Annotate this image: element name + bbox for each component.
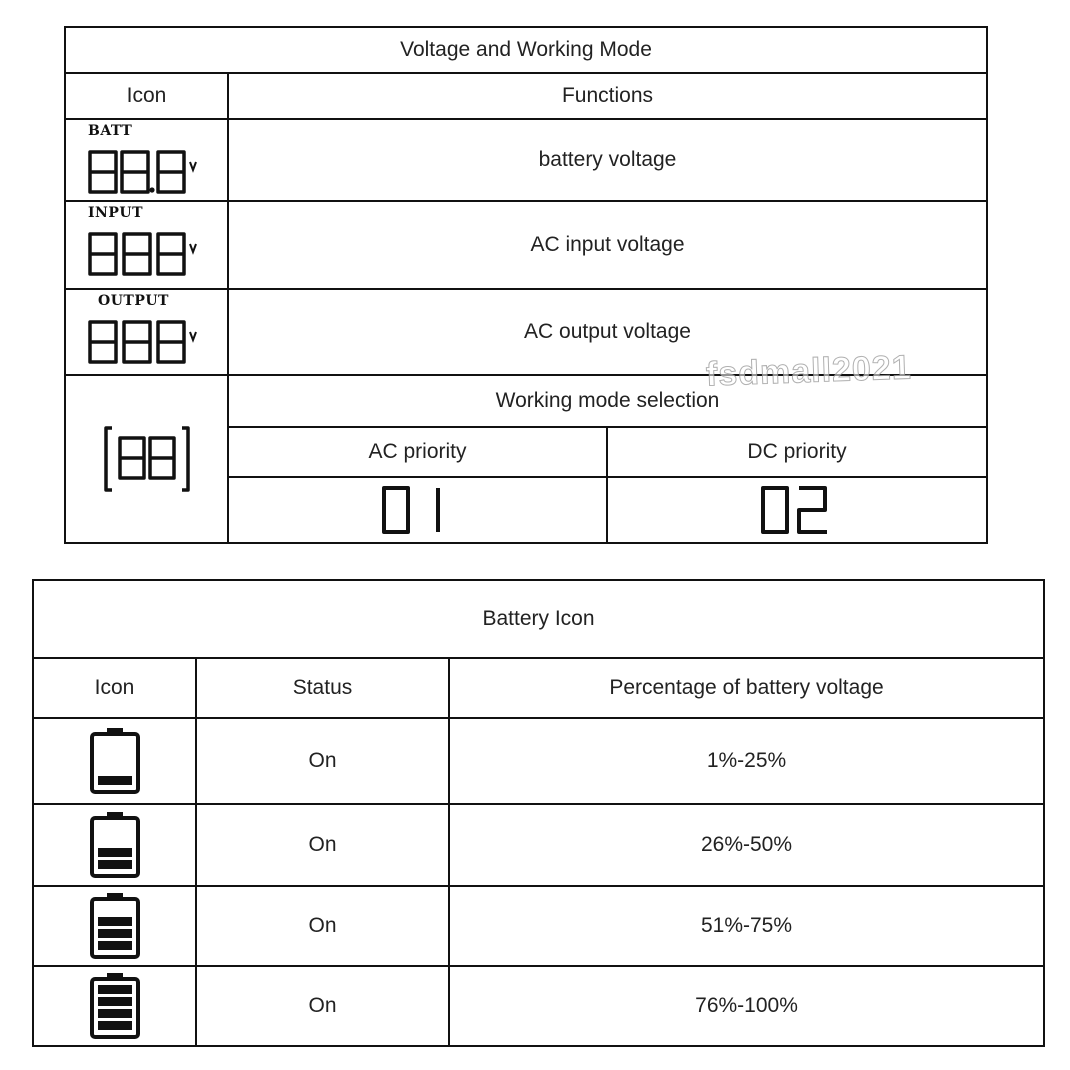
- ac-priority-code-cell: [228, 477, 607, 543]
- voltage-working-mode-table: [64, 26, 988, 544]
- percentage-header: Percentage of battery voltage: [449, 658, 1044, 718]
- percentage-cell: 76%-100%: [449, 966, 1044, 1046]
- percentage-cell: 1%-25%: [449, 718, 1044, 804]
- status-header: Status: [196, 658, 449, 718]
- functions-header: Functions: [228, 73, 987, 119]
- ac-input-voltage-function: AC input voltage: [228, 201, 987, 289]
- table-row: [33, 966, 1044, 1046]
- battery-1-bar-icon: [87, 726, 143, 796]
- percentage-cell: 51%-75%: [449, 886, 1044, 966]
- table-row: [33, 718, 1044, 804]
- input-label: INPUT: [88, 205, 143, 221]
- icon-header: Icon: [65, 73, 228, 119]
- code-01-display-icon: [378, 484, 458, 536]
- dc-priority-label: DC priority: [607, 427, 987, 477]
- output-lcd-icon: [65, 289, 228, 375]
- battery-icon-cell: [33, 966, 196, 1046]
- code-02-display-icon: [757, 484, 837, 536]
- dc-priority-code-cell: [607, 477, 987, 543]
- status-cell: On: [196, 804, 449, 886]
- battery-icon-cell: [33, 886, 196, 966]
- battery-icon-cell: [33, 804, 196, 886]
- table-row: [65, 201, 987, 289]
- input-segment-display-icon: [86, 222, 206, 282]
- status-cell: On: [196, 886, 449, 966]
- ac-priority-label: AC priority: [228, 427, 607, 477]
- table-row: [33, 886, 1044, 966]
- status-cell: On: [196, 718, 449, 804]
- output-label: OUTPUT: [98, 293, 169, 309]
- batt-segment-display-icon: [86, 140, 206, 200]
- input-lcd-icon: [65, 201, 228, 289]
- batt-lcd-icon: [65, 119, 228, 201]
- battery-3-bar-icon: [87, 891, 143, 961]
- icon-header: Icon: [33, 658, 196, 718]
- working-mode-title: Working mode selection: [228, 375, 987, 427]
- watermark: fsdmall2021: [705, 348, 913, 394]
- status-cell: On: [196, 966, 449, 1046]
- working-mode-icon-cell: [65, 375, 228, 543]
- battery-icon-cell: [33, 718, 196, 804]
- battery-2-bar-icon: [87, 810, 143, 880]
- battery-table-title: Battery Icon: [33, 580, 1044, 658]
- table-row: [33, 804, 1044, 886]
- ac-output-voltage-function: AC output voltage: [228, 289, 987, 375]
- bracket-88-display-icon: [102, 424, 192, 494]
- battery-4-bar-icon: [87, 971, 143, 1041]
- battery-icon-table: [32, 579, 1045, 1047]
- output-segment-display-icon: [86, 310, 206, 370]
- table-row: [65, 119, 987, 201]
- table-row: [65, 289, 987, 375]
- voltage-table-title: Voltage and Working Mode: [65, 27, 987, 73]
- percentage-cell: 26%-50%: [449, 804, 1044, 886]
- battery-voltage-function: battery voltage: [228, 119, 987, 201]
- batt-label: BATT: [88, 123, 133, 139]
